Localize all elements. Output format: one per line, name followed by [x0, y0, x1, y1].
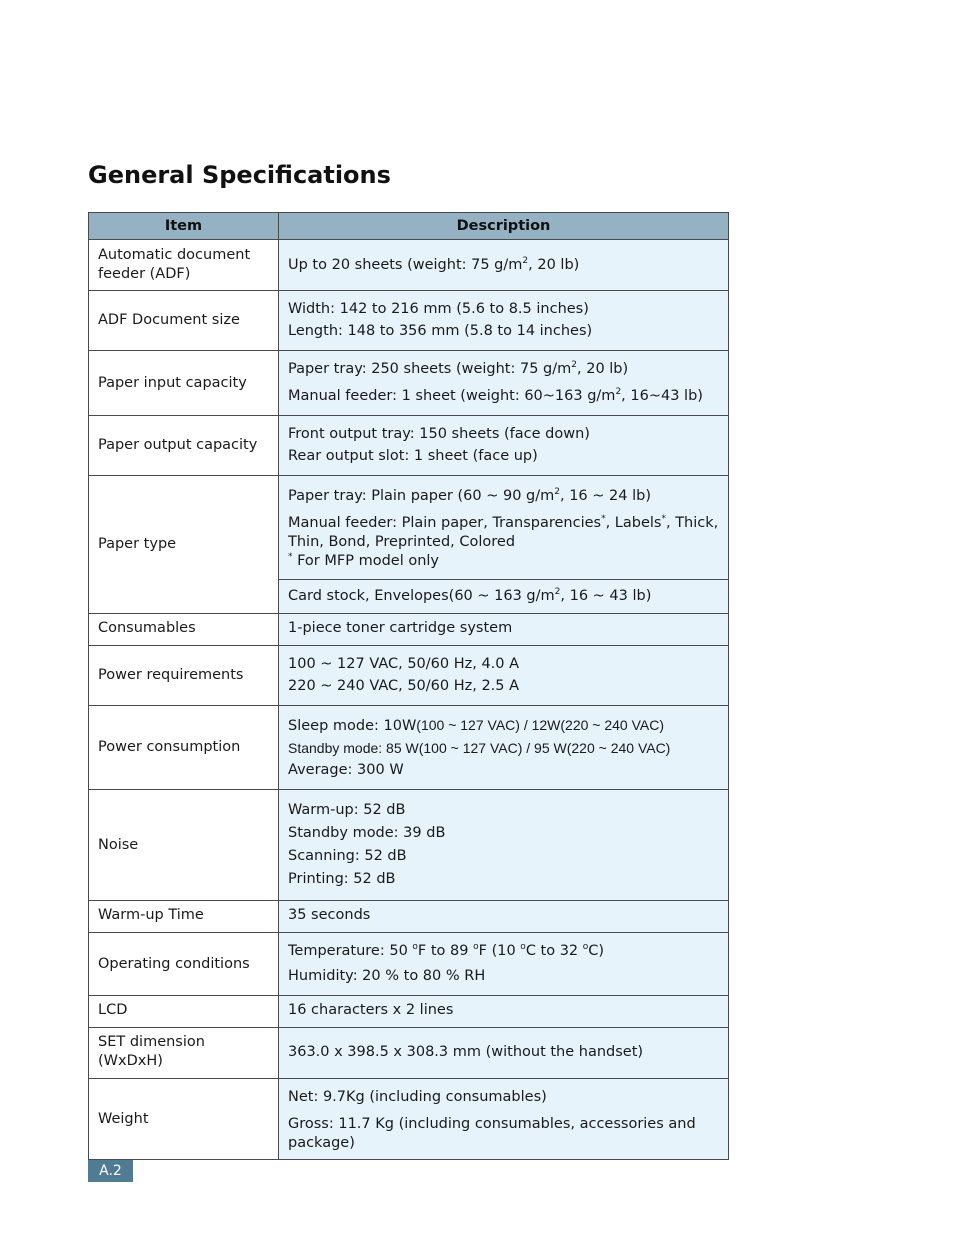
table-row: [89, 416, 729, 476]
table-row: [89, 901, 729, 933]
description-cell: Warm-up: 52 dB Standby mode: 39 dB Scanning: 52 dB Printing: 52 dB: [279, 790, 729, 901]
table-row: [89, 646, 729, 706]
item-cell: Paper input capacity: [89, 351, 279, 416]
table-row: [89, 933, 729, 996]
item-cell: LCD: [89, 996, 279, 1028]
item-cell: SET dimension (WxDxH): [89, 1028, 279, 1079]
description-cell: 16 characters x 2 lines: [279, 996, 729, 1028]
table-row: [89, 996, 729, 1028]
item-cell: Power requirements: [89, 646, 279, 706]
item-cell: Noise: [89, 790, 279, 901]
description-cell: Up to 20 sheets (weight: 75 $g/m^2$, 20 lb): [279, 240, 729, 291]
table-row: [89, 790, 729, 901]
table-header-row: [89, 213, 729, 240]
item-cell: ADF Document size: [89, 291, 279, 351]
description-cell: Width: 142 to 216 mm (5.6 to 8.5 inches) Length: 148 to 356 mm (5.8 to 14 inches): [279, 291, 729, 351]
header-description: Description: [279, 213, 729, 240]
page-title: General Specifications: [88, 161, 391, 189]
specifications-table: [88, 212, 729, 1160]
description-cell: Card stock, Envelopes(60 ~ 163 $g/m^2$, 16 ~ 43 lb): [279, 580, 729, 614]
header-item: Item: [89, 213, 279, 240]
table-row: [89, 706, 729, 790]
item-cell: Automatic document feeder (ADF): [89, 240, 279, 291]
description-cell: 35 seconds: [279, 901, 729, 933]
item-cell: Consumables: [89, 614, 279, 646]
item-cell: Paper type: [89, 476, 279, 614]
table-row: [89, 476, 729, 580]
description-cell: Temperature: 50 $^o$F to 89 $^o$F (10 $^o$C to 32 $^o$C) Humidity: 20 % to 80 % RH: [279, 933, 729, 996]
page-number-tab: A.2: [88, 1160, 133, 1182]
table-row: [89, 291, 729, 351]
table-row: [89, 614, 729, 646]
item-cell: Operating conditions: [89, 933, 279, 996]
description-cell: Paper tray: Plain paper (60 ~ 90 $g/m^2$, 16 ~ 24 lb) Manual feeder: Plain paper, Transparencies*, Labels*, Thick, Thin, Bond, Preprinted, Colored * For MFP model only: [279, 476, 729, 580]
item-cell: Weight: [89, 1079, 279, 1160]
description-cell: 100 ~ 127 VAC, 50/60 Hz, 4.0 A 220 ~ 240 VAC, 50/60 Hz, 2.5 A: [279, 646, 729, 706]
description-cell: Paper tray: 250 sheets (weight: 75 $g/m^2$, 20 lb) Manual feeder: 1 sheet (weight: 60~163 $g/m^2$, 16~43 lb): [279, 351, 729, 416]
description-cell: Sleep mode: 10W(100 ~ 127 VAC) / 12W(220 ~ 240 VAC) Standby mode: 85 W(100 ~ 127 VAC) / 95 W(220 ~ 240 VAC) Average: 300 W: [279, 706, 729, 790]
table-row: [89, 1028, 729, 1079]
table-row: [89, 1079, 729, 1160]
table-row: [89, 351, 729, 416]
item-cell: Warm-up Time: [89, 901, 279, 933]
description-cell: 1-piece toner cartridge system: [279, 614, 729, 646]
item-cell: Power consumption: [89, 706, 279, 790]
description-cell: 363.0 x 398.5 x 308.3 mm (without the handset): [279, 1028, 729, 1079]
description-cell: Front output tray: 150 sheets (face down) Rear output slot: 1 sheet (face up): [279, 416, 729, 476]
item-cell: Paper output capacity: [89, 416, 279, 476]
table-row: [89, 240, 729, 291]
description-cell: Net: 9.7Kg (including consumables) Gross: 11.7 Kg (including consumables, accessories and package): [279, 1079, 729, 1160]
